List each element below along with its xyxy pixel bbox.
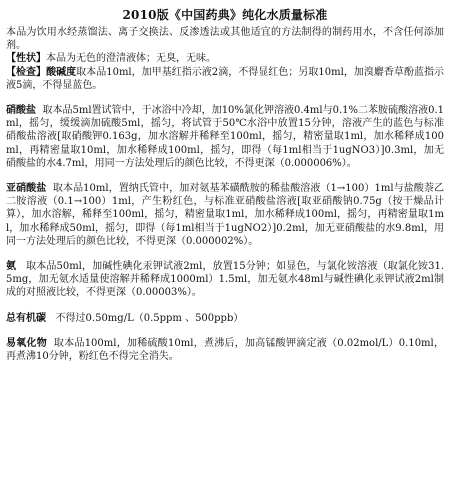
section-nitrite: [6, 182, 444, 248]
section-text: 取本品50ml，加碱性碘化汞钾试液2ml，放置15分钟；如显色，与氯化铵溶液（取氯化铵31.5mg，加无氨水适量使溶解并稀释成1000ml）1.5ml，加无氨水48ml与碱性碘化汞钾试液2ml制成的对照液比较，不得更深（0.00003%）。: [6, 261, 445, 299]
spacer: [6, 92, 444, 104]
section-text: 取本品10ml，置纳氏管中，加对氨基苯磺酰胺的稀盐酸溶液（1→100）1ml与盐酸萘乙二胺溶液（0.1→100）1ml，产生粉红色，与标准亚硝酸盐溶液[取亚硝酸钠0.75g（按干燥品计算），加水溶解，稀释至100ml，摇匀，精密量取1ml，加水稀释成100ml，摇匀，再精密量取1ml，加水稀释成50ml，摇匀，即得（每1ml相当于1ugNO2）]0.2ml，加无亚硝酸盐的水9.8ml，用同一方法处理后的颜色比较，不得更深（0.000002%）。: [6, 183, 445, 247]
section-nitrate: [6, 104, 444, 170]
document-title: 2010版《中国药典》纯化水质量标准: [122, 8, 328, 22]
section-heading: 氨: [6, 261, 17, 273]
spacer: [6, 300, 444, 312]
section-xingzhuang: [6, 52, 444, 65]
section-heading: 亚硝酸盐: [6, 183, 47, 195]
section-jiancha: [6, 66, 444, 92]
section-oxidizable: [6, 337, 444, 363]
section-toc: [6, 312, 444, 325]
intro-paragraph: 本品为饮用水经蒸馏法、离子交换法、反渗透法或其他适宜的方法制得的制药用水，不含任何添加剂。: [6, 27, 444, 52]
section-text: 本品为无色的澄清液体；无臭，无味。: [46, 53, 216, 65]
section-text: 取本品10ml，加甲基红指示液2滴，不得显红色；另取10ml，加溴麝香草酚蓝指示液5滴，不得显蓝色。: [6, 66, 444, 91]
spacer: [6, 170, 444, 182]
section-heading: 易氧化物: [6, 337, 48, 349]
section-text: 取本品100ml，加稀硫酸10ml，煮沸后，加高锰酸钾滴定液（0.02mol/L）0.10ml，再煮沸10分钟，粉红色不得完全消失。: [6, 337, 444, 363]
section-heading: 硝酸盐: [6, 105, 37, 117]
section-heading: 总有机碳: [6, 312, 46, 324]
section-text: 不得过0.50mg/L（0.5ppm 、500ppb）: [55, 312, 244, 324]
spacer: [6, 248, 444, 260]
section-ammonia: [6, 260, 444, 300]
section-heading: 【性状】: [6, 53, 46, 65]
section-text: 取本品5ml置试管中，于冰浴中冷却，加10%氯化钾溶液0.4ml与0.1%二苯胺硫酸溶液0.1ml，摇匀，缓缓滴加硫酸5ml，摇匀，将试管于50℃水浴中放置15分钟，溶液产生的蓝色与标准硝酸盐溶液[取硝酸钾0.163g，加水溶解并稀释至100ml，摇匀，精密量取1ml，加水稀释成100ml，再精密量取10ml，加水稀释成100ml，摇匀，即得（每1ml相当于1ugNO3）]0.3ml，加无硝酸盐的水4.7ml，用同一方法处理后的颜色比较，不得更深（0.000006%）。: [6, 105, 445, 169]
spacer: [6, 325, 444, 337]
section-heading: 【检查】酸碱度: [6, 66, 77, 78]
